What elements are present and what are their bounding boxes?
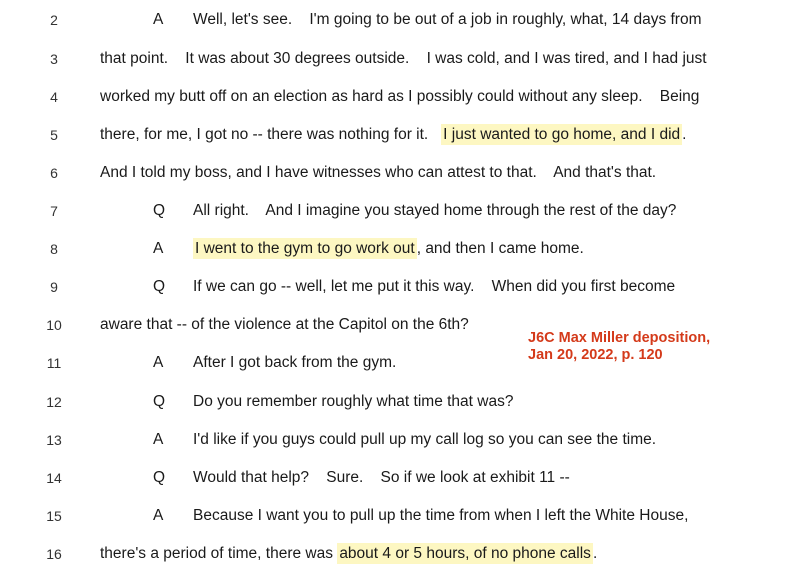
transcript-line xyxy=(0,502,789,530)
text-segment: After I got back from the gym. xyxy=(193,354,397,371)
line-text xyxy=(193,388,513,416)
annotation-title: J6C Max Miller deposition, xyxy=(528,330,711,346)
line-text xyxy=(193,349,396,377)
text-segment: . xyxy=(682,126,687,143)
line-number: 5 xyxy=(50,127,58,143)
line-number: 9 xyxy=(50,279,58,295)
text-segment: I'd like if you guys could pull up my call log so you can see the time. xyxy=(193,431,657,448)
line-number: 4 xyxy=(50,89,58,105)
line-text xyxy=(100,159,656,187)
line-number: 7 xyxy=(50,203,58,219)
annotation-date: Jan 20, 2022, p. 120 xyxy=(528,347,663,363)
line-number: 2 xyxy=(50,12,58,28)
transcript-line xyxy=(0,464,789,492)
line-number: 8 xyxy=(50,241,58,257)
text-segment: Because I want you to pull up the time from when I left the White House, xyxy=(193,507,689,524)
source-annotation xyxy=(528,330,710,364)
text-segment: , and then I came home. xyxy=(416,240,584,257)
line-text xyxy=(193,502,688,530)
transcript-line xyxy=(0,83,789,111)
speaker-label: Q xyxy=(153,393,166,410)
transcript-line xyxy=(0,540,789,568)
line-text xyxy=(100,540,597,568)
transcript-line xyxy=(0,426,789,454)
text-segment: aware that -- of the violence at the Capitol on the 6th? xyxy=(100,316,469,333)
text-segment: there's a period of time, there was xyxy=(100,545,338,562)
line-number: 14 xyxy=(46,470,62,486)
line-text xyxy=(100,121,686,149)
line-number: 3 xyxy=(50,51,58,67)
speaker-label: A xyxy=(153,507,164,524)
highlighted-text: I just wanted to go home, and I did xyxy=(443,126,681,143)
line-text xyxy=(193,273,675,301)
highlighted-text: I went to the gym to go work out xyxy=(195,240,415,257)
speaker-label: Q xyxy=(153,278,166,295)
speaker-label: A xyxy=(153,354,164,371)
text-segment: worked my butt off on an election as hard as I possibly could without any sleep. Being xyxy=(100,88,700,105)
line-text xyxy=(100,45,707,73)
text-segment: All right. And I imagine you stayed home through the rest of the day? xyxy=(193,202,677,219)
transcript-line xyxy=(0,6,789,34)
transcript-line xyxy=(0,197,789,225)
transcript-line xyxy=(0,159,789,187)
line-text xyxy=(193,426,656,454)
text-segment: Do you remember roughly what time that was? xyxy=(193,393,514,410)
line-number: 13 xyxy=(46,432,62,448)
line-number: 12 xyxy=(46,394,62,410)
line-number: 15 xyxy=(46,508,62,524)
transcript-line xyxy=(0,388,789,416)
line-text xyxy=(193,6,702,34)
line-text xyxy=(100,83,699,111)
transcript-line xyxy=(0,45,789,73)
text-segment: If we can go -- well, let me put it this way. When did you first become xyxy=(193,278,676,295)
highlighted-text: about 4 or 5 hours, of no phone calls xyxy=(339,545,591,562)
speaker-label: A xyxy=(153,240,164,257)
line-text xyxy=(193,197,676,225)
text-segment: Would that help? Sure. So if we look at exhibit 11 -- xyxy=(193,469,570,486)
line-number: 6 xyxy=(50,165,58,181)
transcript-line xyxy=(0,235,789,263)
line-text xyxy=(193,464,570,492)
line-text xyxy=(100,311,469,339)
line-text xyxy=(193,235,584,263)
speaker-label: A xyxy=(153,431,164,448)
line-number: 16 xyxy=(46,546,62,562)
speaker-label: Q xyxy=(153,469,166,486)
speaker-label: Q xyxy=(153,202,166,219)
transcript-line xyxy=(0,273,789,301)
line-number: 10 xyxy=(46,317,62,333)
text-segment: And I told my boss, and I have witnesses who can attest to that. And that's that. xyxy=(100,164,657,181)
speaker-label: A xyxy=(153,11,164,28)
text-segment: there, for me, I got no -- there was nothing for it. xyxy=(100,126,442,143)
transcript-line xyxy=(0,121,789,149)
text-segment: that point. It was about 30 degrees outside. I was cold, and I was tired, and I had just xyxy=(100,50,707,67)
line-number: 11 xyxy=(46,355,62,371)
text-segment: Well, let's see. I'm going to be out of a job in roughly, what, 14 days from xyxy=(193,11,702,28)
text-segment: . xyxy=(592,545,598,562)
